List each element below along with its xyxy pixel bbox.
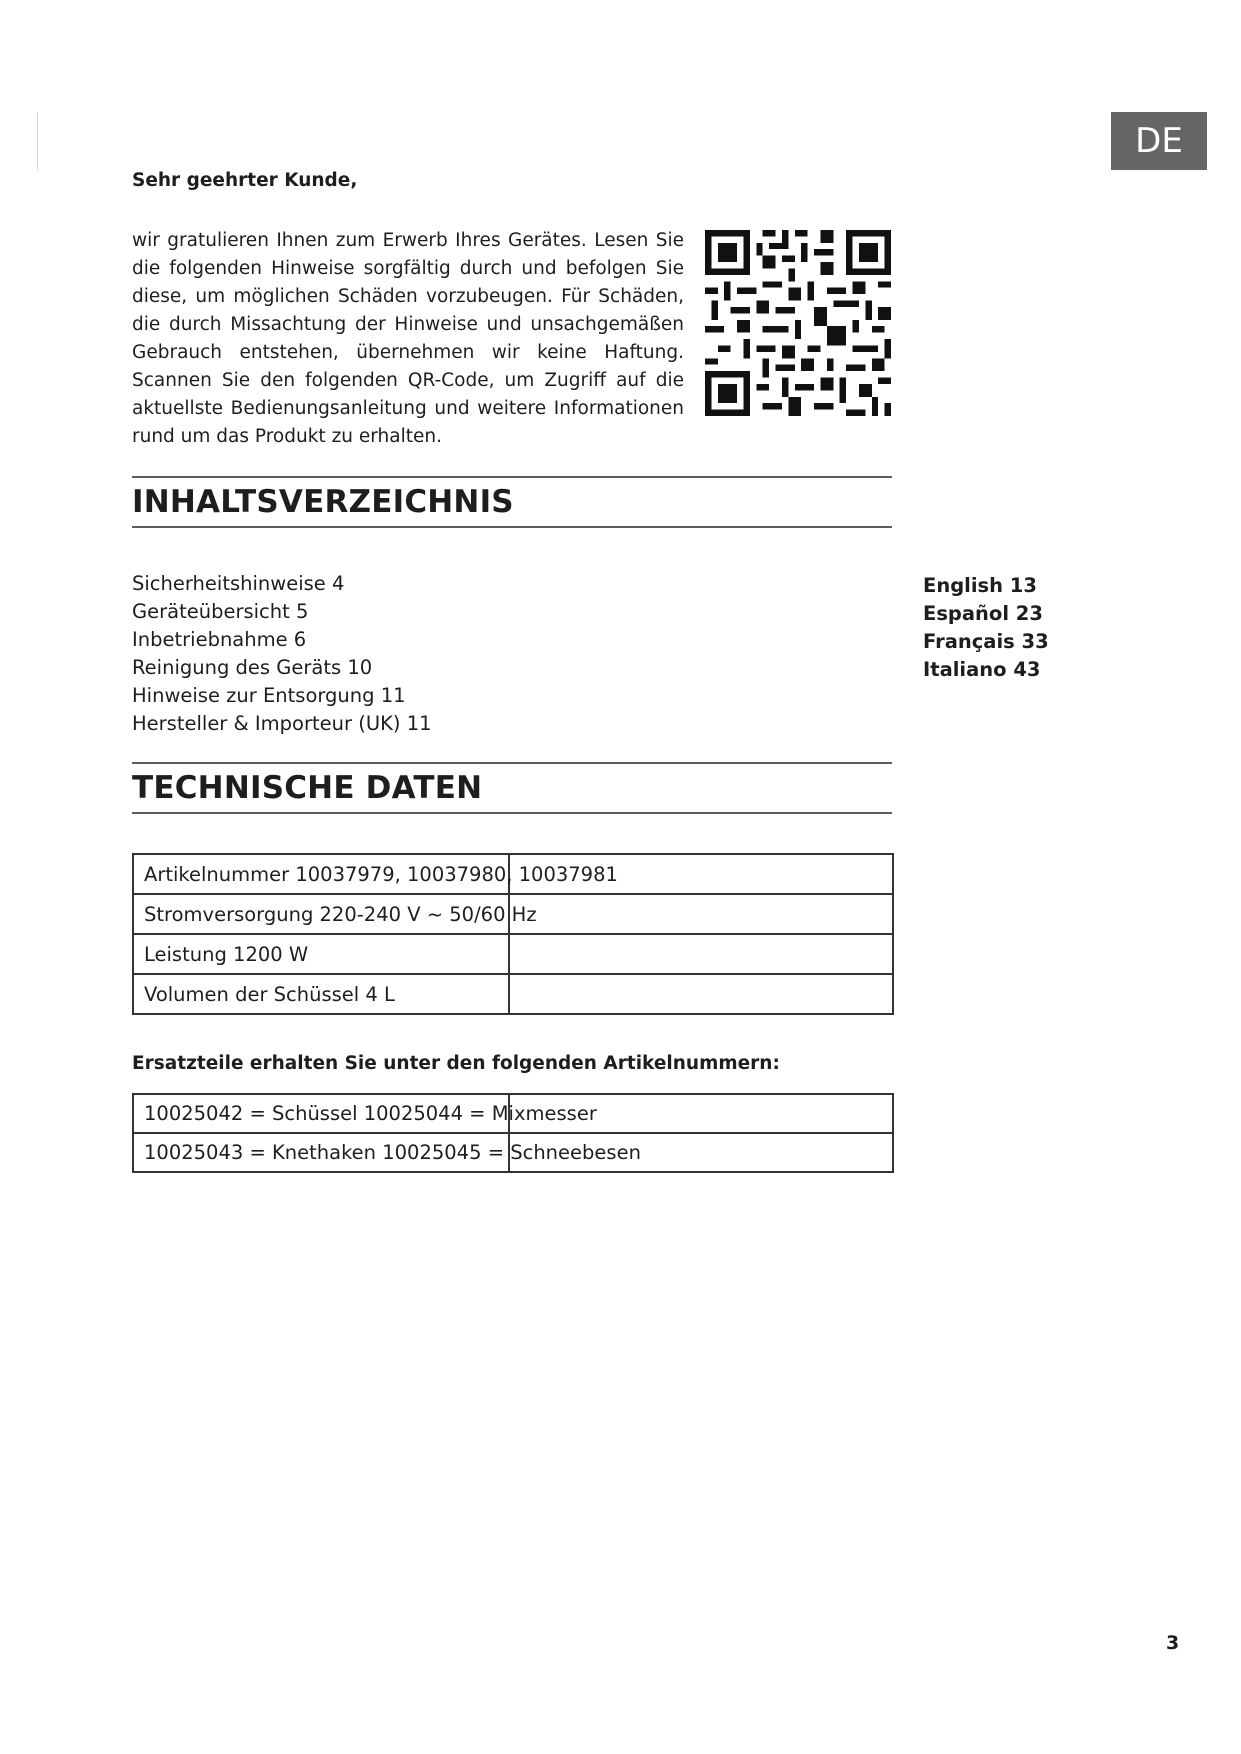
toc-item[interactable]: Sicherheitshinweise 4 xyxy=(132,572,345,595)
table-cell-empty xyxy=(509,934,893,974)
language-tab: DE xyxy=(1111,112,1207,170)
toc-item[interactable]: Geräteübersicht 5 xyxy=(132,600,309,623)
table-cell: 10025042 = Schüssel 10025044 = Mixmesser xyxy=(133,1094,509,1133)
toc-item[interactable]: Reinigung des Geräts 10 xyxy=(132,656,373,679)
table-cell: Leistung 1200 W xyxy=(133,934,509,974)
table-row xyxy=(133,1094,893,1133)
toc-list xyxy=(132,570,432,738)
intro-paragraph: wir gratulieren Ihnen zum Erwerb Ihres Gerätes. Lesen Sie die folgenden Hinweise sorgfältig durch und befolgen Sie diese, um möglichen Schäden vorzubeugen. Für Schäden, die durch Missachtung der Hinweise und unsachgemäßen Gebrauch entstehen, übernehmen wir keine Haftung. Scannen Sie den folgenden QR-Code, um Zugriff auf die aktuellste Bedienungsanleitung und weitere Informationen rund um das Produkt zu erhalten. xyxy=(132,230,684,447)
table-row xyxy=(133,894,893,934)
toc-item[interactable]: Inbetriebnahme 6 xyxy=(132,628,307,651)
table-cell-empty xyxy=(509,894,893,934)
language-link[interactable]: English 13 xyxy=(923,574,1037,597)
table-cell: Artikelnummer 10037979, 10037980, 10037981 xyxy=(133,854,509,894)
table-cell: Stromversorgung 220-240 V ~ 50/60 Hz xyxy=(133,894,509,934)
tech-heading: TECHNISCHE DATEN xyxy=(132,762,892,814)
table-cell-empty xyxy=(509,974,893,1014)
table-row xyxy=(133,974,893,1014)
language-link[interactable]: Italiano 43 xyxy=(923,658,1041,681)
language-link[interactable]: Español 23 xyxy=(923,602,1043,625)
toc-heading: INHALTSVERZEICHNIS xyxy=(132,476,892,528)
language-link[interactable]: Français 33 xyxy=(923,630,1049,653)
spare-parts-heading: Ersatzteile erhalten Sie unter den folgenden Artikelnummern: xyxy=(132,1053,780,1074)
table-row xyxy=(133,1133,893,1172)
table-row xyxy=(133,854,893,894)
tech-specs-table xyxy=(132,853,894,1015)
table-cell: Volumen der Schüssel 4 L xyxy=(133,974,509,1014)
margin-rule xyxy=(37,112,38,170)
spare-parts-table xyxy=(132,1093,894,1173)
language-list xyxy=(923,572,1049,684)
qr-code-icon xyxy=(705,230,891,416)
toc-item[interactable]: Hinweise zur Entsorgung 11 xyxy=(132,684,406,707)
page-number: 3 xyxy=(1166,1632,1180,1654)
toc-item[interactable]: Hersteller & Importeur (UK) 11 xyxy=(132,712,432,735)
greeting: Sehr geehrter Kunde, xyxy=(132,170,358,191)
table-cell: 10025043 = Knethaken 10025045 = Schneebesen xyxy=(133,1133,509,1172)
table-row xyxy=(133,934,893,974)
